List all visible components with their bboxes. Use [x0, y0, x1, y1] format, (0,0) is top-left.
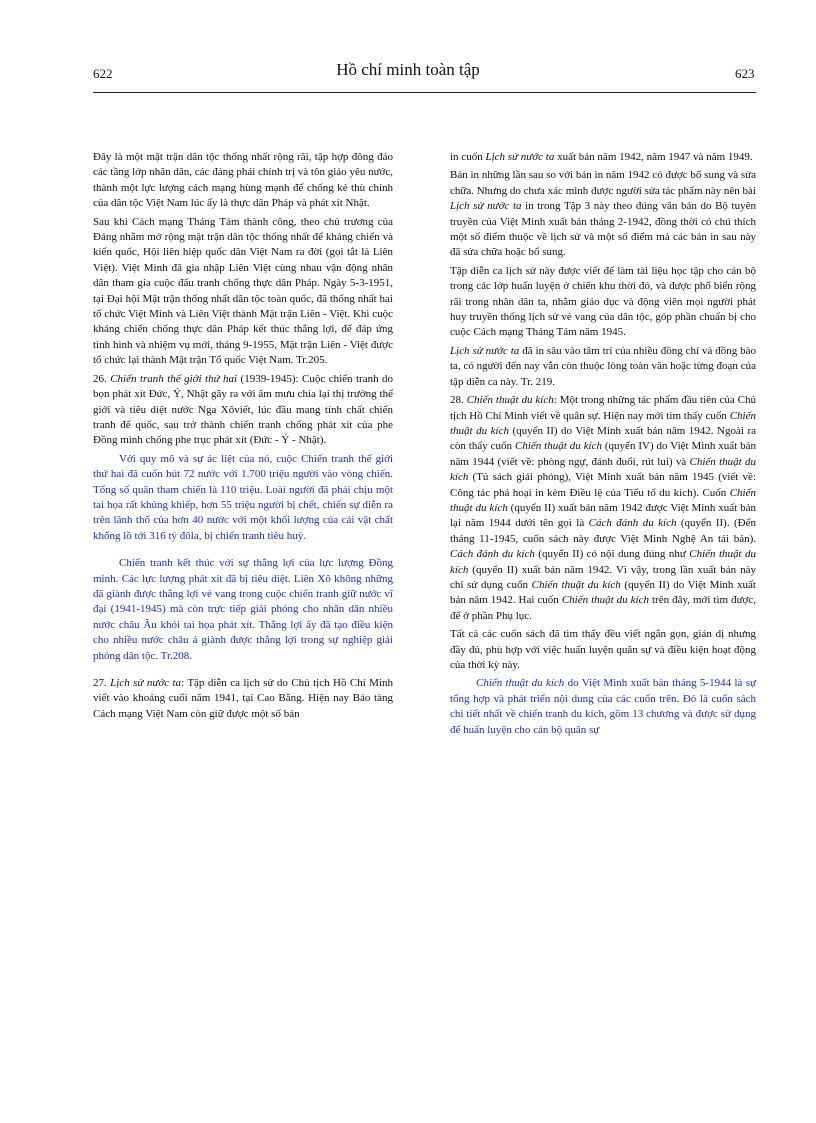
text-run: do Việt Minh xuất bản tháng 5-1944 là sự tổng hợp và phát triển nội dung của các cuốn trên. Đó là cuốn sách chi tiết nhất về chiến tranh du kích, gồm 13 chương và được sử dụng để huấn luyện cho cán bộ quân sự	[450, 677, 756, 736]
text-run: (quyển IV) do Việt Minh xuất bản năm 1944 (viết về: phòng ngự, đánh đuổi, rút lui) và	[450, 440, 756, 468]
paragraph	[450, 344, 756, 390]
note-title: Lịch sử nước ta	[110, 677, 182, 689]
text-run: xuất bản năm 1942, năm 1947 và năm 1949.	[554, 151, 753, 163]
note-number: 26.	[93, 372, 107, 385]
text-run: (quyển II) xuất bản năm 1942 được Việt Minh xuất bản lại năm 1944 dưới tên gọi là	[450, 501, 756, 530]
left-page-number: 622	[93, 66, 113, 81]
book-title: Chiến thuật du kích	[561, 594, 649, 607]
note-text: (1939-1945): Cuộc chiến tranh do bọn phát xít Đức, Ý, Nhật gây ra với âm mưu chia lại thị trường thế giới và tiêu diệt nước Nga Xôviết, lúc đầu mang tính chất chiến tranh đế quốc, sau trở thành chiến tranh chống phát xít của phe Đồng minh chống phe trục phát xít (Đức - Ý - Nhật).	[93, 372, 394, 447]
text-run: (quyển II) có nội dung đúng như	[534, 548, 690, 561]
note-number: 27.	[93, 677, 107, 689]
note-title: Chiến thuật du kích	[466, 394, 554, 407]
book-title: Lịch sử nước ta	[450, 200, 522, 213]
book-title: Lịch sử nước ta	[485, 151, 555, 163]
book-title: Chiến thuật du kích	[450, 486, 756, 514]
note-title: Chiến tranh thế giới thứ hai	[110, 372, 238, 385]
book-title: Cách đánh du kích	[450, 548, 535, 561]
book-title: Chiến thuật du kích	[450, 455, 757, 484]
book-title: Chiến thuật du kích	[476, 677, 565, 690]
text-run: Bản in những lần sau so với bản in năm 1942 có được bổ sung và sửa chữa. Nhưng do chưa xác minh được người sửa tác phẩm này nên bài	[450, 169, 756, 197]
paragraph: Tập diễn ca lịch sử này được viết để làm tài liệu học tập cho cán bộ trong các lớp huấn luyện ở chiến khu thời đó, và được phổ biến rộng rãi trong nhân dân ta, nhằm giáo dục và động viên mọi người phát huy truyền thống lịch sử vẻ vang của dân tộc, góp phần chuẩn bị cho cuộc Cách mạng Tháng Tám năm 1945.	[450, 264, 756, 339]
text-run: đã in sâu vào tâm trí của nhiều đồng chí và đồng bào ta, có người đến nay vẫn còn thuộc lòng toàn văn hoặc từng đoạn của tập diễn ca này. Tr. 219.	[450, 344, 756, 388]
text-run: : Một trong những tác phẩm đầu tiên của Chủ tịch Hồ Chí Minh viết về quân sự. Hiện nay mới tìm thấy cuốn	[450, 394, 757, 422]
note-28	[450, 393, 756, 624]
paragraph	[450, 150, 756, 165]
text-run: (quyển II) xuất bản năm 1942. Vì vậy, trong lần xuất bản này chỉ sử dụng cuốn	[450, 563, 756, 591]
book-title: Lịch sử nước ta	[450, 344, 520, 357]
paragraph: Sau khi Cách mạng Tháng Tám thành công, theo chủ trương của Đảng nhằm mở rộng mặt trận dân tộc thống nhất để kháng chiến và kiến quốc, Hội liên hiệp quốc dân Việt Nam ra đời (gọi tắt là Liên Việt). Việt Minh đã gia nhập Liên Việt cùng nhau vận động nhân dân tham gia cuộc đấu tranh chống thực dân Pháp. Ngày 5-3-1951, tại Đại hội Mặt trận thống nhất dân tộc toàn quốc, đã thống nhất hai tổ chức Việt Minh và Liên Việt thành Mặt trận Liên - Việt. Khi cuộc kháng chiến chống thực dân Pháp kết thúc thắng lợi, để đáp ứng tình hình và nhiệm vụ mới, tháng 9-1955, Mặt trận Liên - Việt được tổ chức lại thành Mặt trận Tổ quốc Việt Nam. Tr.205.	[93, 215, 393, 367]
blue-paragraph: Chiến tranh kết thúc với sự thắng lợi của lực lượng Đồng minh. Các lực lượng phát xít đã bị tiêu diệt. Liên Xô không những đã giành được thắng lợi vẻ vang trong cuộc chiến tranh giữ nước vĩ đại (1941-1945) mà còn trực tiếp giải phóng cho nhân dân nhiều nước châu Âu khỏi tai họa phát xít. Thắng lợi ấy đã tạo điều kiện cho nhiều nước châu á giành được thắng lợi trong sự nghiệp giải phóng dân tộc. Tr.208.	[93, 557, 393, 662]
header-rule	[93, 92, 756, 93]
right-column	[450, 150, 756, 741]
book-title: Chiến thuật du kích	[531, 578, 621, 591]
book-title: Cách đánh du kích	[588, 517, 677, 530]
note-number: 28.	[450, 394, 464, 407]
right-page-number: 623	[735, 66, 755, 81]
blue-paragraph: Với quy mô và sự ác liệt của nó, cuộc Chiến tranh thế giới thứ hai đã cuốn hút 72 nước với 1.700 triệu người vào vòng chiến. Tổng số quân tham chiến là 110 triệu. Loài người đã phải chịu một tai họa rất khủng khiếp, hơn 55 triệu người bị chết, chiến sự diễn ra trên lãnh thổ của hơn 40 nước với một khối lượng của cải vật chất khổng lồ tới 316 tỷ đôla, bị chiến tranh tiêu huỷ.	[93, 452, 393, 542]
left-column	[93, 150, 393, 725]
text-run: in cuốn	[450, 151, 486, 163]
running-title: Hồ chí minh toàn tập	[336, 60, 480, 79]
text-run: (quyển II). (Đến tháng 11-1945, cuốn sách này được Việt Minh Nghệ An tái bản).	[450, 517, 757, 545]
note-text: : Tập diễn ca lịch sử do Chủ tịch Hồ Chí Minh viết vào khoảng cuối năm 1941, tại Cao Bằng. Hiện nay Bảo tàng Cách mạng Việt Nam còn giữ được một số bản	[93, 677, 394, 720]
text-run: (Tủ sách giải phóng), Việt Minh xuất bản năm 1945 (viết về: Công tác phá hoại in kèm Điều lệ của Tiểu tổ du kích). Cuốn	[450, 471, 756, 499]
text-run: in trong Tập 3 này theo đúng văn bản do Bộ tuyên truyền của Việt Minh xuất bản tháng 2-1942, đồng thời có chú thích một số điểm thuộc về lịch sử và một số điểm mà các bản in sau này đã sửa chữa hoặc bổ sung.	[450, 200, 756, 259]
paragraph	[450, 168, 756, 260]
note-26	[93, 372, 393, 449]
book-title: Chiến thuật du kích	[514, 440, 602, 453]
blue-paragraph	[450, 676, 756, 738]
text-run: trên đây, mới tìm được, để ở phần Phụ lục.	[450, 594, 756, 622]
book-title: Chiến thuật du kích	[450, 548, 757, 576]
paragraph: Đây là một mặt trận dân tộc thống nhất rộng rãi, tập hợp đông đảo các tầng lớp nhân dân, các đảng phái chính trị và tôn giáo yêu nước, thành một lực lượng cách mạng hùng mạnh để chống kẻ thù chính của dân tộc Việt Nam lúc ấy là thực dân Pháp và phát xít Nhật.	[93, 151, 393, 210]
text-run: (quyển II) do Việt Minh xuất bản năm 1942. Hai cuốn	[450, 578, 756, 607]
note-27	[93, 676, 393, 722]
book-title: Chiến thuật du kích	[450, 409, 756, 437]
text-run: (quyển II) do Việt Minh xuất bản năm 1942. Ngoài ra còn thấy cuốn	[450, 424, 757, 453]
paragraph: Tất cả các cuốn sách đã tìm thấy đều viết ngắn gọn, giản dị nhưng đầy đủ, phù hợp với việc huấn luyện quân sự và điều kiện hoạt động của thời kỳ này.	[450, 628, 756, 671]
